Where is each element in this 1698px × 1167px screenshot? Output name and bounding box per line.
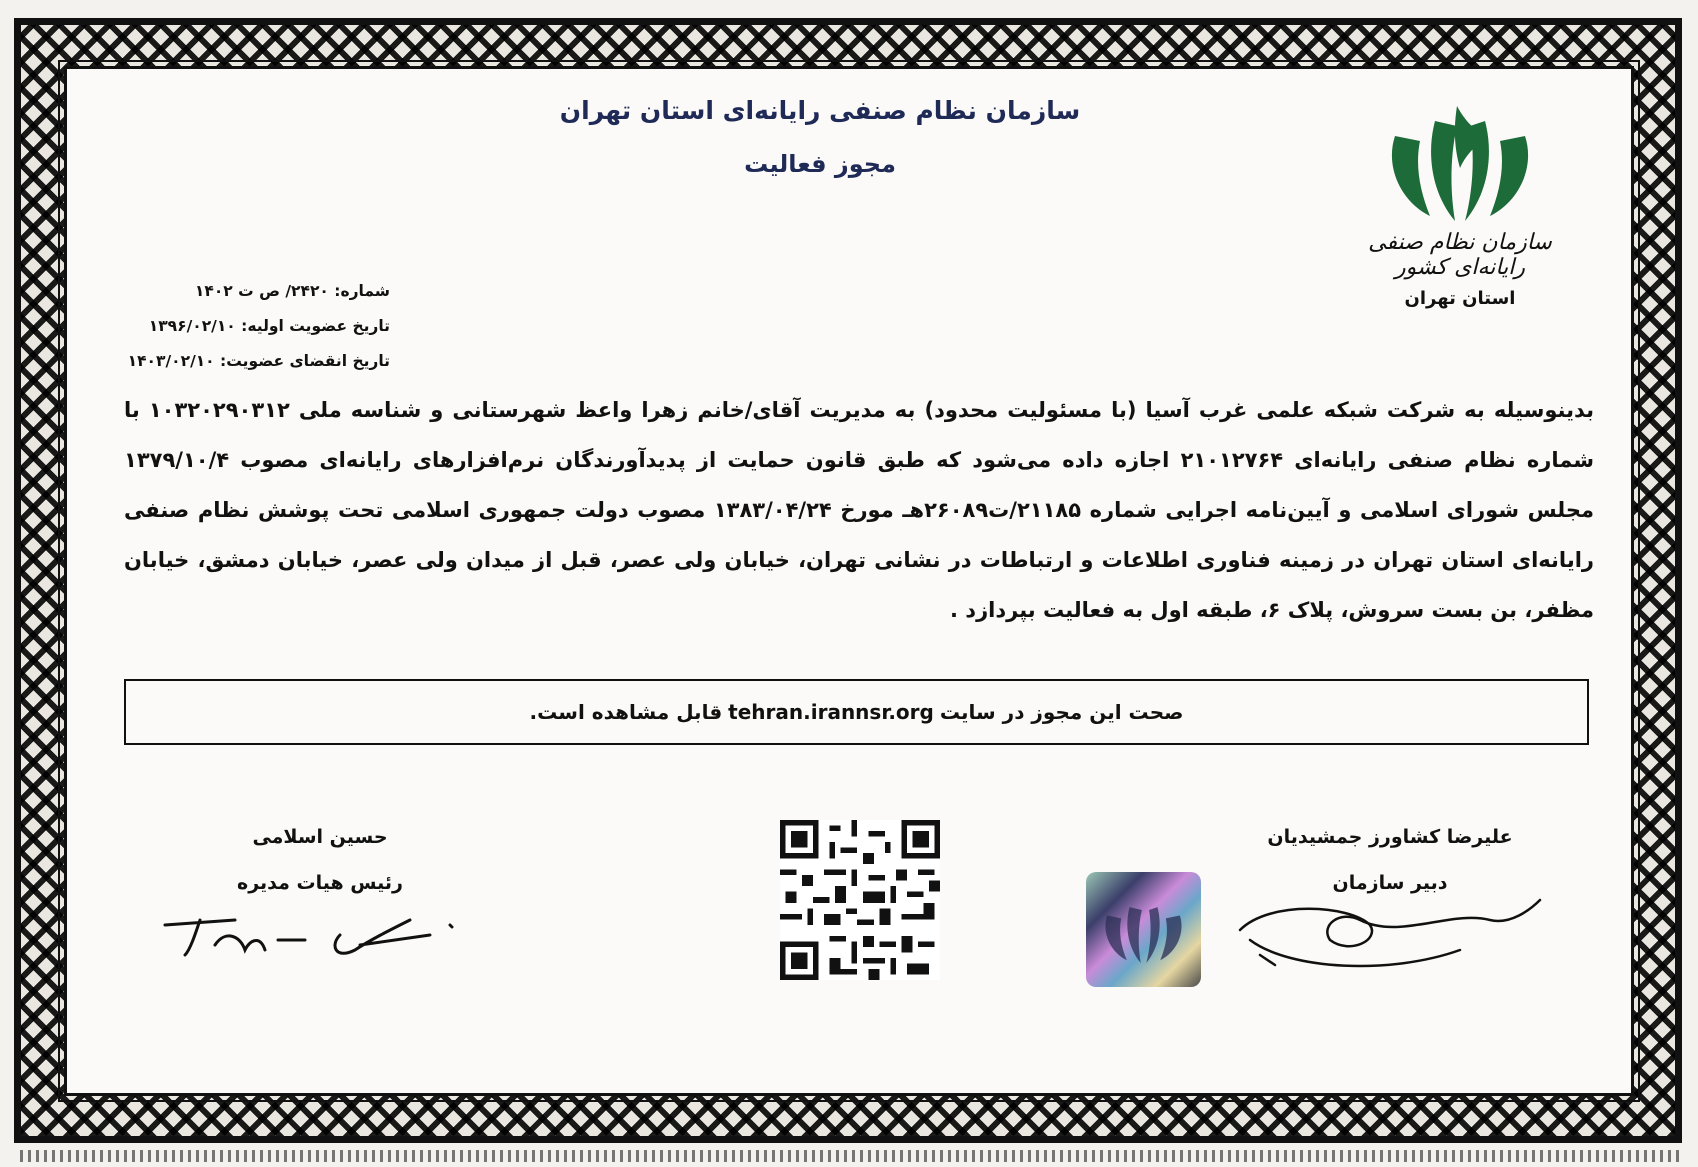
- document-meta: [110, 274, 390, 379]
- hologram-seal: [1086, 872, 1201, 987]
- logo-caption: سازمان نظام صنفی رایانه‌ای کشور: [1368, 230, 1552, 280]
- organization-logo: [1350, 96, 1570, 309]
- logo-emblem-icon: [1375, 96, 1545, 226]
- license-body: بدینوسیله به شرکت شبکه علمی غرب آسیا (با مسئولیت محدود) به مدیریت آقای/خانم زهرا واعظ شهرستانی و شناسه ملی ۱۰۳۲۰۲۹۰۳۱۲ با شماره نظام صنفی رایانه‌ای ۲۱۰۱۲۷۶۴ اجازه داده می‌شود که طبق قانون حمایت از پدیدآورندگان نرم‌افزارهای رایانه‌ای مصوب ۱۳۷۹/۱۰/۴ مجلس شورای اسلامی و آیین‌نامه اجرایی شماره ۲۱۱۸۵/ت۲۶۰۸۹هـ مورخ ۱۳۸۳/۰۴/۲۴ مصوب دولت جمهوری اسلامی تحت پوشش نظام صنفی رایانه‌ای استان تهران در زمینه فناوری اطلاعات و ارتباطات در نشانی تهران، خیابان ولی عصر، قبل از میدان ولی عصر، خیابان دمشق، خیابان مظفر، بن بست سروش، پلاک ۶، طبقه اول به فعالیت بپردازد .: [124, 398, 1594, 622]
- secretary-title: دبیر سازمان: [1332, 872, 1448, 894]
- verification-suffix: قابل مشاهده است.: [529, 700, 723, 724]
- verification-prefix: صحت این مجوز در سایت: [939, 700, 1184, 724]
- organization-title: سازمان نظام صنفی رایانه‌ای استان تهران: [559, 96, 1081, 125]
- secretary-name: علیرضا کشاورز جمشیدیان: [1267, 826, 1513, 848]
- verification-site-link[interactable]: tehran.irannsr.org: [728, 700, 934, 724]
- document-title: مجوز فعالیت: [744, 150, 896, 178]
- verification-box: [124, 679, 1589, 745]
- document-number: شماره: ۲۴۲۰/ ص ت ۱۴۰۲: [194, 282, 390, 300]
- membership-start-date: تاریخ عضویت اولیه: ۱۳۹۶/۰۲/۱۰: [148, 317, 390, 335]
- hologram-logo-icon: [1096, 882, 1191, 977]
- logo-subcaption: استان تهران: [1404, 288, 1516, 309]
- chairman-signature: [160, 895, 480, 965]
- chairman-title: رئیس هیات مدیره: [237, 872, 403, 894]
- chairman-name: حسین اسلامی: [252, 826, 388, 848]
- qr-code[interactable]: [780, 820, 940, 980]
- bottom-strip: [20, 1150, 1680, 1162]
- secretary-signature: [1230, 880, 1550, 980]
- membership-expiry-date: تاریخ انقضای عضویت: ۱۴۰۳/۰۲/۱۰: [127, 352, 390, 370]
